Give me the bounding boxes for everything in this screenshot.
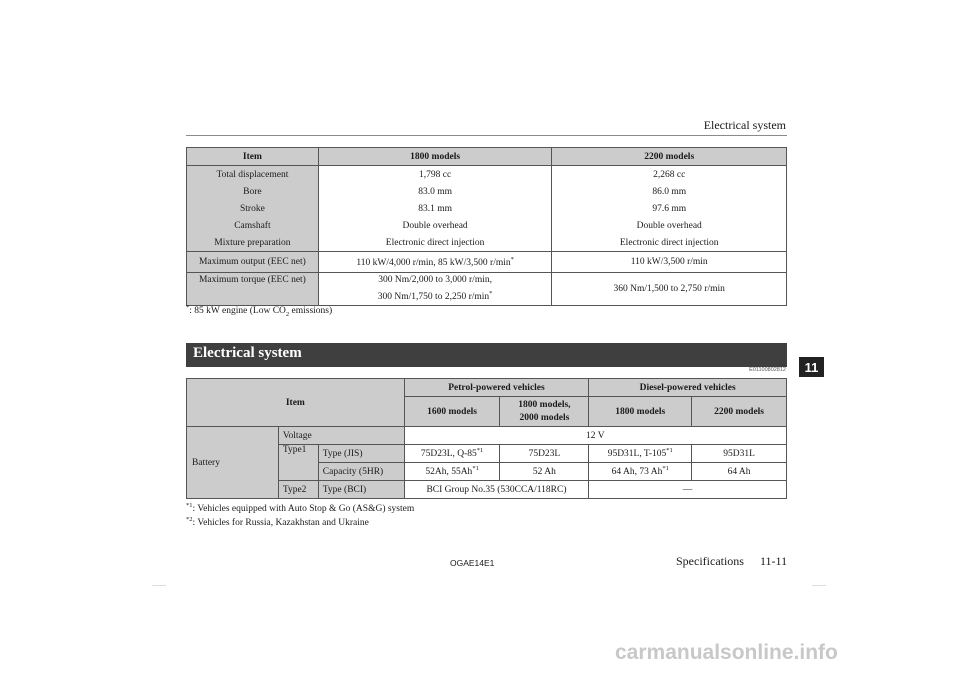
cell-1800 xyxy=(318,273,552,306)
engine-spec-table xyxy=(186,147,787,306)
watermark: carmanualsonline.info xyxy=(615,641,838,664)
footnote-mark: *1 xyxy=(476,447,484,455)
page-number: 11-11 xyxy=(760,554,788,568)
capacity-label: Capacity (5HR) xyxy=(318,463,404,481)
cell-2200: 95D31L xyxy=(692,445,787,463)
crop-mark xyxy=(812,585,826,586)
row-label: Mixture preparation xyxy=(187,234,319,252)
cell-2200: 64 Ah xyxy=(692,463,787,481)
cell-2200: 86.0 mm xyxy=(552,183,787,200)
row-label: Stroke xyxy=(187,200,319,217)
footnote-mark: * xyxy=(489,289,493,297)
footnote-mark: *2 xyxy=(186,516,193,523)
header-1800-models: 1800 models xyxy=(318,148,552,166)
voltage-value: 12 V xyxy=(404,427,786,445)
voltage-label: Voltage xyxy=(278,427,404,445)
header-item: Item xyxy=(187,148,319,166)
section-title: Electrical system xyxy=(193,345,302,361)
footnote-text: : 85 kW engine (Low CO xyxy=(189,306,286,317)
table-row-voltage xyxy=(187,427,787,445)
chapter-tab: 11 xyxy=(799,357,824,377)
document-code: OGAE14E1 xyxy=(450,558,495,568)
section-code: E01100802812 xyxy=(749,367,786,373)
type2-label: Type2 xyxy=(278,481,318,499)
table-row-max-output xyxy=(187,252,787,273)
footnote-text: emissions) xyxy=(289,306,333,317)
row-label: Maximum output (EEC net) xyxy=(187,252,319,273)
cell-1800: 83.0 mm xyxy=(318,183,552,200)
row-label: Bore xyxy=(187,183,319,200)
cell-2200: 97.6 mm xyxy=(552,200,787,217)
cell-text: 64 Ah, 73 Ah xyxy=(611,467,663,478)
cell-diesel: — xyxy=(589,481,787,499)
cell-1600 xyxy=(404,463,500,481)
cell-1800 xyxy=(589,463,692,481)
header-1800-2000-models xyxy=(500,397,589,427)
footnote-mark: *1 xyxy=(662,465,669,473)
table-row xyxy=(187,183,787,200)
header-2200-models: 2200 models xyxy=(552,148,787,166)
cell-1800: 83.1 mm xyxy=(318,200,552,217)
row-label: Camshaft xyxy=(187,217,319,234)
cell-2200: Electronic direct injection xyxy=(552,234,787,252)
cell-1800: Double overhead xyxy=(318,217,552,234)
cell-text: 300 Nm/1,750 to 2,250 r/min xyxy=(377,292,490,303)
cell-line: 300 Nm/2,000 to 3,000 r/min, xyxy=(378,274,492,285)
cell-1800 xyxy=(318,252,552,273)
cell-2200: 2,268 cc xyxy=(552,166,787,184)
header-2200-models: 2200 models xyxy=(692,397,787,427)
cell-text: 95D31L, T-105 xyxy=(607,449,667,460)
cell-2200: 110 kW/3,500 r/min xyxy=(552,252,787,273)
header-line: 1800 models, xyxy=(518,399,571,410)
cell-2200: Double overhead xyxy=(552,217,787,234)
running-header-title: Electrical system xyxy=(703,118,786,132)
cell-1800-2000: 75D23L xyxy=(500,445,589,463)
battery-label: Battery xyxy=(187,427,279,499)
row-label: Maximum torque (EEC net) xyxy=(187,273,319,306)
cell-1800: 1,798 cc xyxy=(318,166,552,184)
type-bci-label: Type (BCI) xyxy=(318,481,404,499)
table-row-max-torque xyxy=(187,273,787,306)
cell-1800 xyxy=(589,445,692,463)
cell-1600 xyxy=(404,445,500,463)
table-row xyxy=(187,234,787,252)
header-item: Item xyxy=(187,379,405,427)
cell-petrol: BCI Group No.35 (530CCA/118RC) xyxy=(404,481,589,499)
cell-text: 75D23L, Q-85 xyxy=(420,449,477,460)
footnote-text: : Vehicles equipped with Auto Stop & Go (AS&G) system xyxy=(192,504,415,515)
table-row xyxy=(187,166,787,184)
subscript: 2 xyxy=(285,311,290,319)
cell-text: 52Ah, 55Ah xyxy=(425,467,473,478)
header-rule xyxy=(186,135,787,136)
battery-spec-table xyxy=(186,378,787,499)
footer-section-name: Specifications xyxy=(676,554,744,568)
cell-1800: Electronic direct injection xyxy=(318,234,552,252)
cell-1800-2000: 52 Ah xyxy=(500,463,589,481)
footnote-mark: * xyxy=(186,304,190,311)
header-1800-models: 1800 models xyxy=(589,397,692,427)
row-label: Total displacement xyxy=(187,166,319,184)
table-header-row xyxy=(187,379,787,397)
cell-line xyxy=(323,287,548,304)
footnote-mark: *1 xyxy=(186,502,193,509)
footnote-2 xyxy=(186,516,369,528)
table-header-row xyxy=(187,148,787,166)
footnote-mark: *1 xyxy=(472,465,479,473)
header-line: 2000 models xyxy=(519,412,570,423)
header-1600-models: 1600 models xyxy=(404,397,500,427)
header-diesel: Diesel-powered vehicles xyxy=(589,379,787,397)
table-row xyxy=(187,217,787,234)
type1-label: Type1 xyxy=(278,445,318,481)
footnote-text: : Vehicles for Russia, Kazakhstan and Ukraine xyxy=(192,518,369,529)
crop-mark xyxy=(152,585,166,586)
footnote-1 xyxy=(186,502,414,514)
footnote-mark: *1 xyxy=(666,447,673,455)
cell-2200: 360 Nm/1,500 to 2,750 r/min xyxy=(552,273,787,306)
footnote-engine xyxy=(186,304,332,318)
type-jis-label: Type (JIS) xyxy=(318,445,404,463)
cell-text: 110 kW/4,000 r/min, 85 kW/3,500 r/min xyxy=(356,258,511,269)
header-petrol: Petrol-powered vehicles xyxy=(404,379,589,397)
footnote-mark: * xyxy=(510,255,514,263)
table-row xyxy=(187,200,787,217)
